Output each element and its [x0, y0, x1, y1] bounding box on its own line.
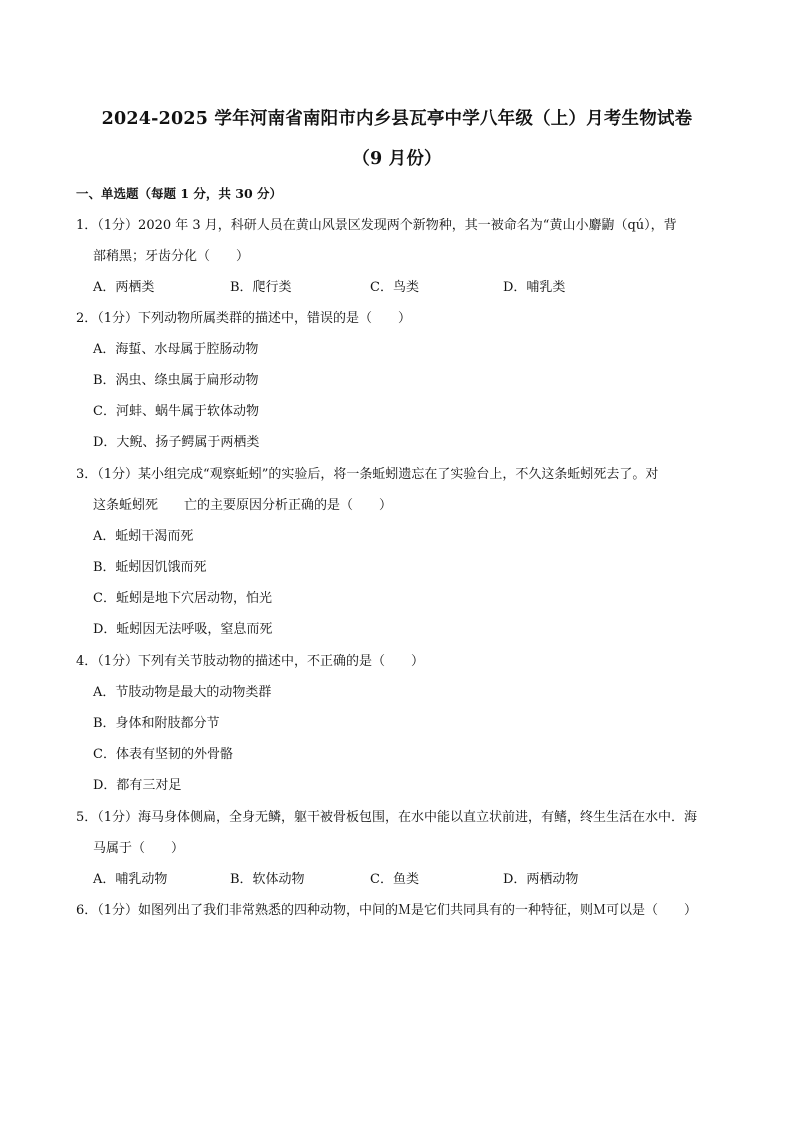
option-d[interactable]: D．两栖动物: [503, 872, 579, 887]
option-a[interactable]: A．哺乳动物: [93, 872, 168, 887]
question-3-stem: 3．（1分）某小组完成“观察蚯蚓”的实验后，将一条蚯蚓遗忘在了实验台上，不久这条蚯蚓死去了。对: [76, 467, 659, 482]
option-b[interactable]: B．涡虫、绦虫属于扁形动物: [93, 373, 259, 388]
question-3-stem-continued: [93, 497, 392, 515]
question-1-stem: 1．（1分）2020 年 3 月，科研人员在黄山风景区发现两个新物种，其一被命名为“黄山小麝鼩（qú），背: [76, 218, 677, 233]
option-c[interactable]: C．蚯蚓是地下穴居动物，怕光: [93, 591, 272, 606]
stem-fragment: 亡的主要原因分析正确的是（ ）: [184, 498, 393, 513]
exam-title-subtitle: （9 月份）: [352, 149, 442, 169]
question-1-stem-continued: 部稍黑；牙齿分化（ ）: [93, 249, 250, 264]
exam-title: 2024-2025 学年河南省南阳市内乡县瓦亭中学八年级（上）月考生物试卷: [101, 109, 693, 129]
question-5-options: [0, 871, 794, 889]
option-c[interactable]: C．鱼类: [370, 872, 419, 887]
option-d[interactable]: D．大鲵、扬子鳄属于两栖类: [93, 435, 260, 450]
question-1-options: [0, 279, 794, 297]
option-d[interactable]: D．蚯蚓因无法呼吸，窒息而死: [93, 622, 273, 637]
question-6-stem: 6．（1分）如图列出了我们非常熟悉的四种动物，中间的Ｍ是它们共同具有的一种特征，则Ｍ可以是（ ）: [76, 903, 698, 918]
section-heading: 一、单选题（每题 1 分，共 30 分）: [76, 186, 283, 201]
option-b[interactable]: B．爬行类: [230, 280, 292, 295]
question-4-stem: 4．（1分）下列有关节肢动物的描述中，不正确的是（ ）: [76, 654, 425, 669]
option-a[interactable]: A．两栖类: [93, 280, 155, 295]
option-c[interactable]: C．河蚌、蜗牛属于软体动物: [93, 404, 259, 419]
option-b[interactable]: B．身体和附肢都分节: [93, 716, 220, 731]
stem-fragment: 这条蚯蚓死: [93, 498, 159, 513]
option-d[interactable]: D．哺乳类: [503, 280, 566, 295]
option-c[interactable]: C．体表有坚韧的外骨骼: [93, 747, 233, 762]
question-5-stem: 5．（1分）海马身体侧扁，全身无鳞，躯干被骨板包围，在水中能以直立状前进，有鳍，终生生活在水中．海: [76, 810, 698, 825]
question-5-stem-continued: 马属于（ ）: [93, 841, 185, 856]
question-2-stem: 2．（1分）下列动物所属类群的描述中，错误的是（ ）: [76, 311, 412, 326]
option-c[interactable]: C．鸟类: [370, 280, 419, 295]
option-b[interactable]: B．软体动物: [230, 872, 305, 887]
option-a[interactable]: A．节肢动物是最大的动物类群: [93, 685, 272, 700]
option-b[interactable]: B．蚯蚓因饥饿而死: [93, 560, 207, 575]
option-d[interactable]: D．都有三对足: [93, 778, 182, 793]
option-a[interactable]: A．海蜇、水母属于腔肠动物: [93, 342, 259, 357]
option-a[interactable]: A．蚯蚓干渴而死: [93, 529, 194, 544]
